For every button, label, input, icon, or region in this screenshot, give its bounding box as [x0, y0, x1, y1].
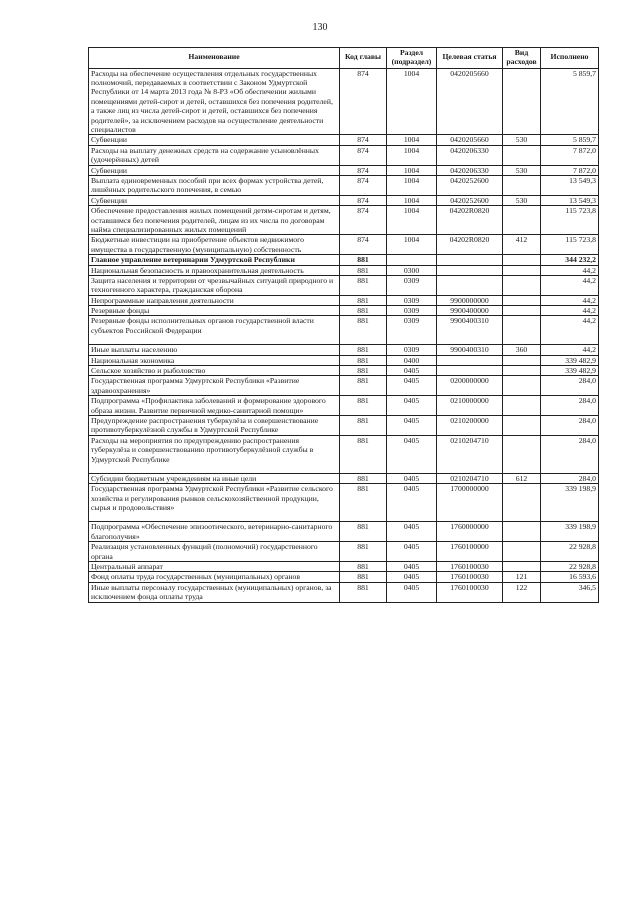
table-header-row: [89, 48, 599, 69]
cell-name: Национальная безопасность и правоохранительная деятельность: [89, 265, 340, 275]
cell-section: 0405: [387, 582, 437, 602]
cell-value: 284,0: [541, 415, 599, 435]
cell-value: 115 723,8: [541, 235, 599, 255]
cell-section: 1004: [387, 206, 437, 235]
cell-name: Субсидии бюджетным учреждениям на иные цели: [89, 473, 340, 483]
cell-section: 0405: [387, 415, 437, 435]
cell-expense: [503, 206, 541, 235]
table-row: [89, 355, 599, 365]
cell-chapter: 874: [340, 175, 387, 195]
table-row: [89, 522, 599, 542]
cell-expense: [503, 255, 541, 265]
cell-item: 1760100030: [437, 582, 503, 602]
cell-item: [437, 355, 503, 365]
table-row: [89, 473, 599, 483]
cell-section: 0309: [387, 306, 437, 316]
table-row: [89, 542, 599, 562]
cell-name: Предупреждение распространения туберкулёза и совершенствование противотуберкулёзной службы в Удмуртской Республике: [89, 415, 340, 435]
cell-expense: [503, 306, 541, 316]
cell-value: 339 198,9: [541, 484, 599, 522]
cell-name: Иные выплаты персоналу государственных (муниципальных) органов, за исключением фонда оплаты труда: [89, 582, 340, 602]
cell-section: 1004: [387, 68, 437, 135]
cell-value: 5 859,7: [541, 68, 599, 135]
cell-name: Резервные фонды: [89, 306, 340, 316]
cell-section: 1004: [387, 195, 437, 205]
cell-item: 1760100030: [437, 572, 503, 582]
cell-name: Подпрограмма «Обеспечение эпизоотического, ветеринарно-санитарного благополучия»: [89, 522, 340, 542]
cell-value: 5 859,7: [541, 135, 599, 145]
cell-item: 9900400310: [437, 316, 503, 345]
cell-section: 0405: [387, 572, 437, 582]
cell-chapter: 881: [340, 415, 387, 435]
cell-expense: [503, 355, 541, 365]
cell-section: 0405: [387, 396, 437, 416]
cell-item: [437, 265, 503, 275]
table-row: [89, 582, 599, 602]
cell-section: 0309: [387, 275, 437, 295]
cell-expense: [503, 265, 541, 275]
cell-chapter: 881: [340, 265, 387, 275]
cell-chapter: 881: [340, 275, 387, 295]
cell-expense: [503, 484, 541, 522]
cell-item: [437, 255, 503, 265]
table-row: [89, 195, 599, 205]
table-row: [89, 295, 599, 305]
cell-value: 339 482,9: [541, 366, 599, 376]
cell-name: Иные выплаты населению: [89, 345, 340, 355]
cell-expense: [503, 376, 541, 396]
cell-chapter: 881: [340, 582, 387, 602]
cell-chapter: 874: [340, 135, 387, 145]
cell-item: 9900400000: [437, 306, 503, 316]
table-row: [89, 206, 599, 235]
cell-chapter: 881: [340, 295, 387, 305]
cell-chapter: 874: [340, 235, 387, 255]
cell-name: Выплата единовременных пособий при всех формах устройства детей, лишённых родительского попечения, в семью: [89, 175, 340, 195]
cell-name: Фонд оплаты труда государственных (муниципальных) органов: [89, 572, 340, 582]
cell-value: 7 872,0: [541, 165, 599, 175]
cell-chapter: 881: [340, 522, 387, 542]
cell-chapter: 881: [340, 316, 387, 345]
cell-item: 0210204710: [437, 473, 503, 483]
cell-expense: [503, 366, 541, 376]
cell-item: 9900000000: [437, 295, 503, 305]
cell-item: 0210204710: [437, 435, 503, 473]
table-row: [89, 175, 599, 195]
cell-chapter: 874: [340, 68, 387, 135]
cell-value: 339 198,9: [541, 522, 599, 542]
cell-section: [387, 255, 437, 265]
cell-section: 0405: [387, 484, 437, 522]
header-expense: Вид расходов: [503, 48, 541, 69]
table-row: [89, 306, 599, 316]
cell-item: 0420252600: [437, 195, 503, 205]
cell-chapter: 881: [340, 355, 387, 365]
cell-name: Непрограммные направления деятельности: [89, 295, 340, 305]
cell-value: 16 593,6: [541, 572, 599, 582]
cell-section: 0405: [387, 522, 437, 542]
cell-expense: 360: [503, 345, 541, 355]
cell-expense: [503, 522, 541, 542]
cell-value: 284,0: [541, 435, 599, 473]
table-row: [89, 415, 599, 435]
cell-expense: 530: [503, 195, 541, 205]
cell-section: 0400: [387, 355, 437, 365]
cell-chapter: 874: [340, 165, 387, 175]
cell-name: Субвенции: [89, 195, 340, 205]
cell-section: 0309: [387, 295, 437, 305]
cell-name: Расходы на обеспечение осуществления отдельных государственных полномочий, передаваемых в соответствии с Законом Удмуртской Республики от 14 марта 2013 года № 8-РЗ «Об обеспечении жилыми помещениями детей-сирот и детей, оставшихся без попечения родителей, а также лиц из числа детей-сирот и детей, оставшихся без попечения родителей», за исключением расходов на осуществление деятельности специалистов: [89, 68, 340, 135]
cell-section: 1004: [387, 145, 437, 165]
cell-chapter: 874: [340, 145, 387, 165]
cell-value: 13 549,3: [541, 195, 599, 205]
cell-section: 0405: [387, 473, 437, 483]
table-row: [89, 572, 599, 582]
cell-value: 44,2: [541, 306, 599, 316]
cell-value: 44,2: [541, 265, 599, 275]
cell-value: 13 549,3: [541, 175, 599, 195]
cell-section: 0300: [387, 265, 437, 275]
cell-expense: [503, 542, 541, 562]
cell-name: Защита населения и территории от чрезвычайных ситуаций природного и техногенного характера, гражданская оборона: [89, 275, 340, 295]
cell-chapter: 881: [340, 562, 387, 572]
cell-value: 44,2: [541, 275, 599, 295]
cell-value: 346,5: [541, 582, 599, 602]
cell-name: Реализация установленных функций (полномочий) государственного органа: [89, 542, 340, 562]
cell-chapter: 881: [340, 255, 387, 265]
cell-name: Субвенции: [89, 135, 340, 145]
cell-name: Резервные фонды исполнительных органов государственной власти субъектов Российской Федерации: [89, 316, 340, 345]
cell-section: 0309: [387, 316, 437, 345]
cell-value: 44,2: [541, 316, 599, 345]
cell-name: Обеспечение предоставления жилых помещений детям-сиротам и детям, оставшимся без попечения родителей, лицам из их числа по договорам найма специализированных жилых помещений: [89, 206, 340, 235]
cell-chapter: 874: [340, 195, 387, 205]
cell-item: [437, 275, 503, 295]
header-section: Раздел (подраздел): [387, 48, 437, 69]
cell-expense: [503, 275, 541, 295]
cell-section: 0405: [387, 542, 437, 562]
cell-item: 0420206330: [437, 145, 503, 165]
cell-name: Субвенции: [89, 165, 340, 175]
cell-item: 0200000000: [437, 376, 503, 396]
cell-expense: [503, 175, 541, 195]
cell-expense: 412: [503, 235, 541, 255]
table-row: [89, 345, 599, 355]
table-row: [89, 265, 599, 275]
cell-item: [437, 366, 503, 376]
cell-name: Бюджетные инвестиции на приобретение объектов недвижимого имущества в государственную (муниципальную) собственность: [89, 235, 340, 255]
cell-name: Расходы на выплату денежных средств на содержание усыновлённых (удочерённых) детей: [89, 145, 340, 165]
header-chapter: Код главы: [340, 48, 387, 69]
table-row: [89, 316, 599, 345]
cell-expense: [503, 435, 541, 473]
cell-expense: [503, 295, 541, 305]
table-row: [89, 235, 599, 255]
table-row: [89, 255, 599, 265]
cell-expense: 530: [503, 165, 541, 175]
cell-value: 22 928,8: [541, 562, 599, 572]
cell-value: 7 872,0: [541, 145, 599, 165]
cell-section: 1004: [387, 135, 437, 145]
cell-section: 1004: [387, 175, 437, 195]
cell-chapter: 881: [340, 542, 387, 562]
table-row: [89, 145, 599, 165]
cell-value: 44,2: [541, 295, 599, 305]
cell-expense: [503, 316, 541, 345]
cell-expense: [503, 145, 541, 165]
cell-value: 115 723,8: [541, 206, 599, 235]
cell-name: Государственная программа Удмуртской Республики «Развитие здравоохранения»: [89, 376, 340, 396]
cell-expense: 612: [503, 473, 541, 483]
cell-chapter: 881: [340, 396, 387, 416]
cell-chapter: 881: [340, 473, 387, 483]
cell-section: 1004: [387, 235, 437, 255]
cell-section: 0309: [387, 345, 437, 355]
table-row: [89, 366, 599, 376]
cell-expense: 122: [503, 582, 541, 602]
cell-chapter: 881: [340, 435, 387, 473]
cell-item: 0210000000: [437, 396, 503, 416]
cell-value: 344 232,2: [541, 255, 599, 265]
table-row: [89, 135, 599, 145]
cell-value: 284,0: [541, 473, 599, 483]
cell-item: 0210200000: [437, 415, 503, 435]
cell-expense: [503, 396, 541, 416]
cell-chapter: 881: [340, 376, 387, 396]
cell-name: Государственная программа Удмуртской Республики «Развитие сельского хозяйства и регулирования рынков сельскохозяйственной продукции, сырья и продовольствия»: [89, 484, 340, 522]
cell-item: 0420206330: [437, 165, 503, 175]
cell-name: Национальная экономика: [89, 355, 340, 365]
cell-chapter: 881: [340, 345, 387, 355]
cell-name: Центральный аппарат: [89, 562, 340, 572]
cell-expense: [503, 415, 541, 435]
cell-item: 1760000000: [437, 522, 503, 542]
cell-value: 44,2: [541, 345, 599, 355]
cell-item: 1760100000: [437, 542, 503, 562]
table-row: [89, 484, 599, 522]
cell-section: 0405: [387, 562, 437, 572]
table-row: [89, 376, 599, 396]
header-item: Целевая статья: [437, 48, 503, 69]
cell-name: Подпрограмма «Профилактика заболеваний и формирование здорового образа жизни. Развитие первичной медико-санитарной помощи»: [89, 396, 340, 416]
cell-item: 0420205660: [437, 135, 503, 145]
budget-table: [88, 47, 599, 603]
cell-name: Главное управление ветеринарии Удмуртской Республики: [89, 255, 340, 265]
cell-expense: [503, 562, 541, 572]
cell-value: 22 928,8: [541, 542, 599, 562]
header-name: Наименование: [89, 48, 340, 69]
table-row: [89, 396, 599, 416]
table-row: [89, 165, 599, 175]
cell-value: 284,0: [541, 376, 599, 396]
cell-section: 0405: [387, 435, 437, 473]
table-row: [89, 68, 599, 135]
table-row: [89, 275, 599, 295]
page-number: 130: [312, 22, 328, 33]
cell-value: 284,0: [541, 396, 599, 416]
cell-expense: [503, 68, 541, 135]
cell-name: Сельское хозяйство и рыболовство: [89, 366, 340, 376]
cell-section: 1004: [387, 165, 437, 175]
table-row: [89, 435, 599, 473]
table-row: [89, 562, 599, 572]
cell-item: 04202R0820: [437, 235, 503, 255]
cell-chapter: 881: [340, 572, 387, 582]
cell-chapter: 874: [340, 206, 387, 235]
cell-chapter: 881: [340, 306, 387, 316]
cell-value: 339 482,9: [541, 355, 599, 365]
cell-item: 1760100030: [437, 562, 503, 572]
cell-item: 0420252600: [437, 175, 503, 195]
cell-item: 04202R0820: [437, 206, 503, 235]
cell-expense: 530: [503, 135, 541, 145]
cell-name: Расходы на мероприятия по предупреждению распространения туберкулёза и совершенствованию противотуберкулёзной службы в Удмуртской Республике: [89, 435, 340, 473]
cell-item: 1700000000: [437, 484, 503, 522]
cell-item: 0420205660: [437, 68, 503, 135]
header-value: Исполнено: [541, 48, 599, 69]
cell-chapter: 881: [340, 484, 387, 522]
cell-section: 0405: [387, 366, 437, 376]
cell-expense: 121: [503, 572, 541, 582]
cell-chapter: 881: [340, 366, 387, 376]
cell-section: 0405: [387, 376, 437, 396]
cell-item: 9900400310: [437, 345, 503, 355]
